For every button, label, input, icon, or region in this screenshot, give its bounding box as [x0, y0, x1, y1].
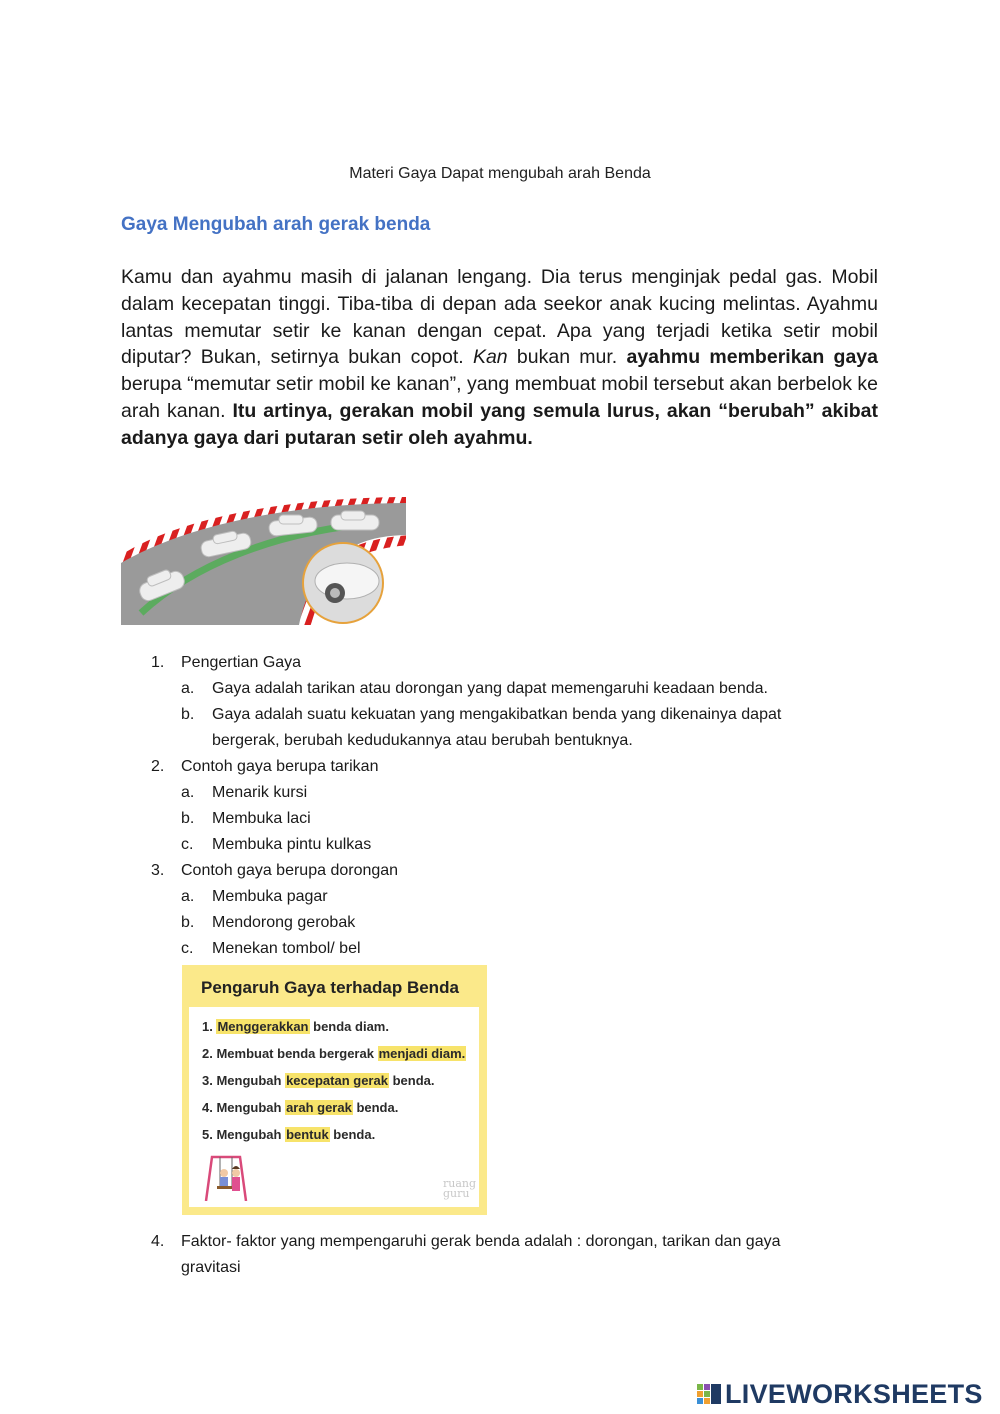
card-item-pre: 1.: [202, 1019, 217, 1034]
card-item-post: benda.: [352, 1100, 399, 1115]
outline-sub-item: [151, 910, 851, 936]
liveworksheets-logo[interactable]: [697, 1374, 983, 1414]
brand-line-2: guru: [443, 1187, 470, 1200]
sub-letter: c.: [181, 940, 194, 957]
para-text-1: Kamu dan ayahmu masih di jalanan lengang. Dia terus menginjak pedal gas. Mobil dalam kecepatan tinggi. Tiba-tiba di depan ada seekor anak kucing melintas. Ayahmu lantas memutar setir ke kanan dengan cepat. Apa yang terjadi ketika setir mobil diputar? Bukan, setirnya bukan copot.: [121, 266, 878, 369]
outline-item: [151, 754, 851, 780]
card-item-post: benda diam.: [309, 1019, 389, 1034]
para-bold-1: ayahmu memberikan gaya: [626, 346, 878, 369]
outline-item: [151, 1229, 821, 1281]
card-item: [202, 1125, 466, 1152]
outline-number: 2.: [151, 758, 165, 775]
car-turning-illustration: [121, 497, 406, 625]
outline-label: Faktor- faktor yang mempengaruhi gerak benda adalah : dorongan, tarikan dan gaya gravitasi: [181, 1233, 781, 1276]
card-item-post: benda.: [388, 1073, 435, 1088]
sub-text: Gaya adalah suatu kekuatan yang mengakibatkan benda yang dikenainya dapat bergerak, berubah kedudukannya atau berubah bentuknya.: [212, 706, 782, 749]
sub-letter: a.: [181, 680, 195, 697]
card-item: [202, 1017, 466, 1044]
intro-paragraph: [121, 264, 878, 452]
outline-sub-item: [151, 702, 851, 754]
outline-number: 1.: [151, 654, 165, 671]
sub-text: Membuka pintu kulkas: [212, 836, 372, 853]
card-item-post: benda.: [329, 1127, 376, 1142]
sub-letter: a.: [181, 784, 195, 801]
card-item: [202, 1044, 466, 1071]
outline-item: [151, 650, 851, 676]
outline-item: [151, 858, 851, 884]
sub-text: Menekan tombol/ bel: [212, 940, 361, 957]
liveworksheets-text: LIVEWORKSHEETS: [725, 1378, 983, 1409]
ruangguru-logo: [443, 1179, 476, 1199]
card-item: [202, 1098, 466, 1125]
pengaruh-gaya-card: [182, 965, 487, 1215]
sub-letter: b.: [181, 810, 195, 827]
card-body: [189, 1007, 479, 1207]
outline-number: 3.: [151, 862, 165, 879]
sub-text: Membuka laci: [212, 810, 311, 827]
para-italic: Kan: [472, 346, 508, 369]
card-item-pre: 3. Mengubah: [202, 1073, 286, 1088]
card-item-pre: 5. Mengubah: [202, 1127, 286, 1142]
sub-text: Mendorong gerobak: [212, 914, 356, 931]
outline-sub-item: [151, 832, 851, 858]
card-item-highlight: Menggerakkan: [217, 1019, 309, 1034]
card-item-highlight: menjadi diam.: [378, 1046, 466, 1061]
para-text-3: berupa “memutar setir mobil ke kanan”, yang membuat mobil tersebut akan berbelok ke arah kanan.: [121, 373, 878, 422]
swing-children-illustration: [202, 1155, 250, 1201]
outline-label: Pengertian Gaya: [181, 654, 302, 671]
outline-sub-item: [151, 936, 851, 962]
card-item: [202, 1071, 466, 1098]
card-item-highlight: bentuk: [286, 1127, 329, 1142]
section-heading: Gaya Mengubah arah gerak benda: [121, 214, 431, 235]
brand-line-1: ruang: [443, 1177, 477, 1190]
sub-text: Menarik kursi: [212, 784, 308, 801]
outline-sub-item: [151, 806, 851, 832]
outline-label: Contoh gaya berupa dorongan: [181, 862, 399, 879]
card-list: [202, 1017, 466, 1152]
outline-sub-item: [151, 780, 851, 806]
page-title: Materi Gaya Dapat mengubah arah Benda: [349, 165, 651, 182]
outline-number: 4.: [151, 1233, 165, 1250]
sub-text: Membuka pagar: [212, 888, 328, 905]
sub-letter: c.: [181, 836, 194, 853]
sub-letter: a.: [181, 888, 195, 905]
outline-label: Contoh gaya berupa tarikan: [181, 758, 379, 775]
sub-text: Gaya adalah tarikan atau dorongan yang dapat memengaruhi keadaan benda.: [212, 680, 768, 697]
outline-sub-item: [151, 676, 851, 702]
card-item-pre: 2. Membuat benda bergerak: [202, 1046, 378, 1061]
para-text-2: bukan mur.: [507, 346, 627, 369]
card-item-pre: 4. Mengubah: [202, 1100, 286, 1115]
card-title: Pengaruh Gaya terhadap Benda: [201, 978, 459, 997]
card-item-highlight: kecepatan gerak: [286, 1073, 388, 1088]
sub-letter: b.: [181, 914, 195, 931]
outline-sub-item: [151, 884, 851, 910]
liveworksheets-icon: [697, 1382, 723, 1406]
card-item-highlight: arah gerak: [286, 1100, 352, 1115]
sub-letter: b.: [181, 706, 195, 723]
para-bold-2: Itu artinya, gerakan mobil yang semula lurus, akan “berubah” akibat adanya gaya dari putaran setir oleh ayahmu.: [121, 399, 878, 449]
